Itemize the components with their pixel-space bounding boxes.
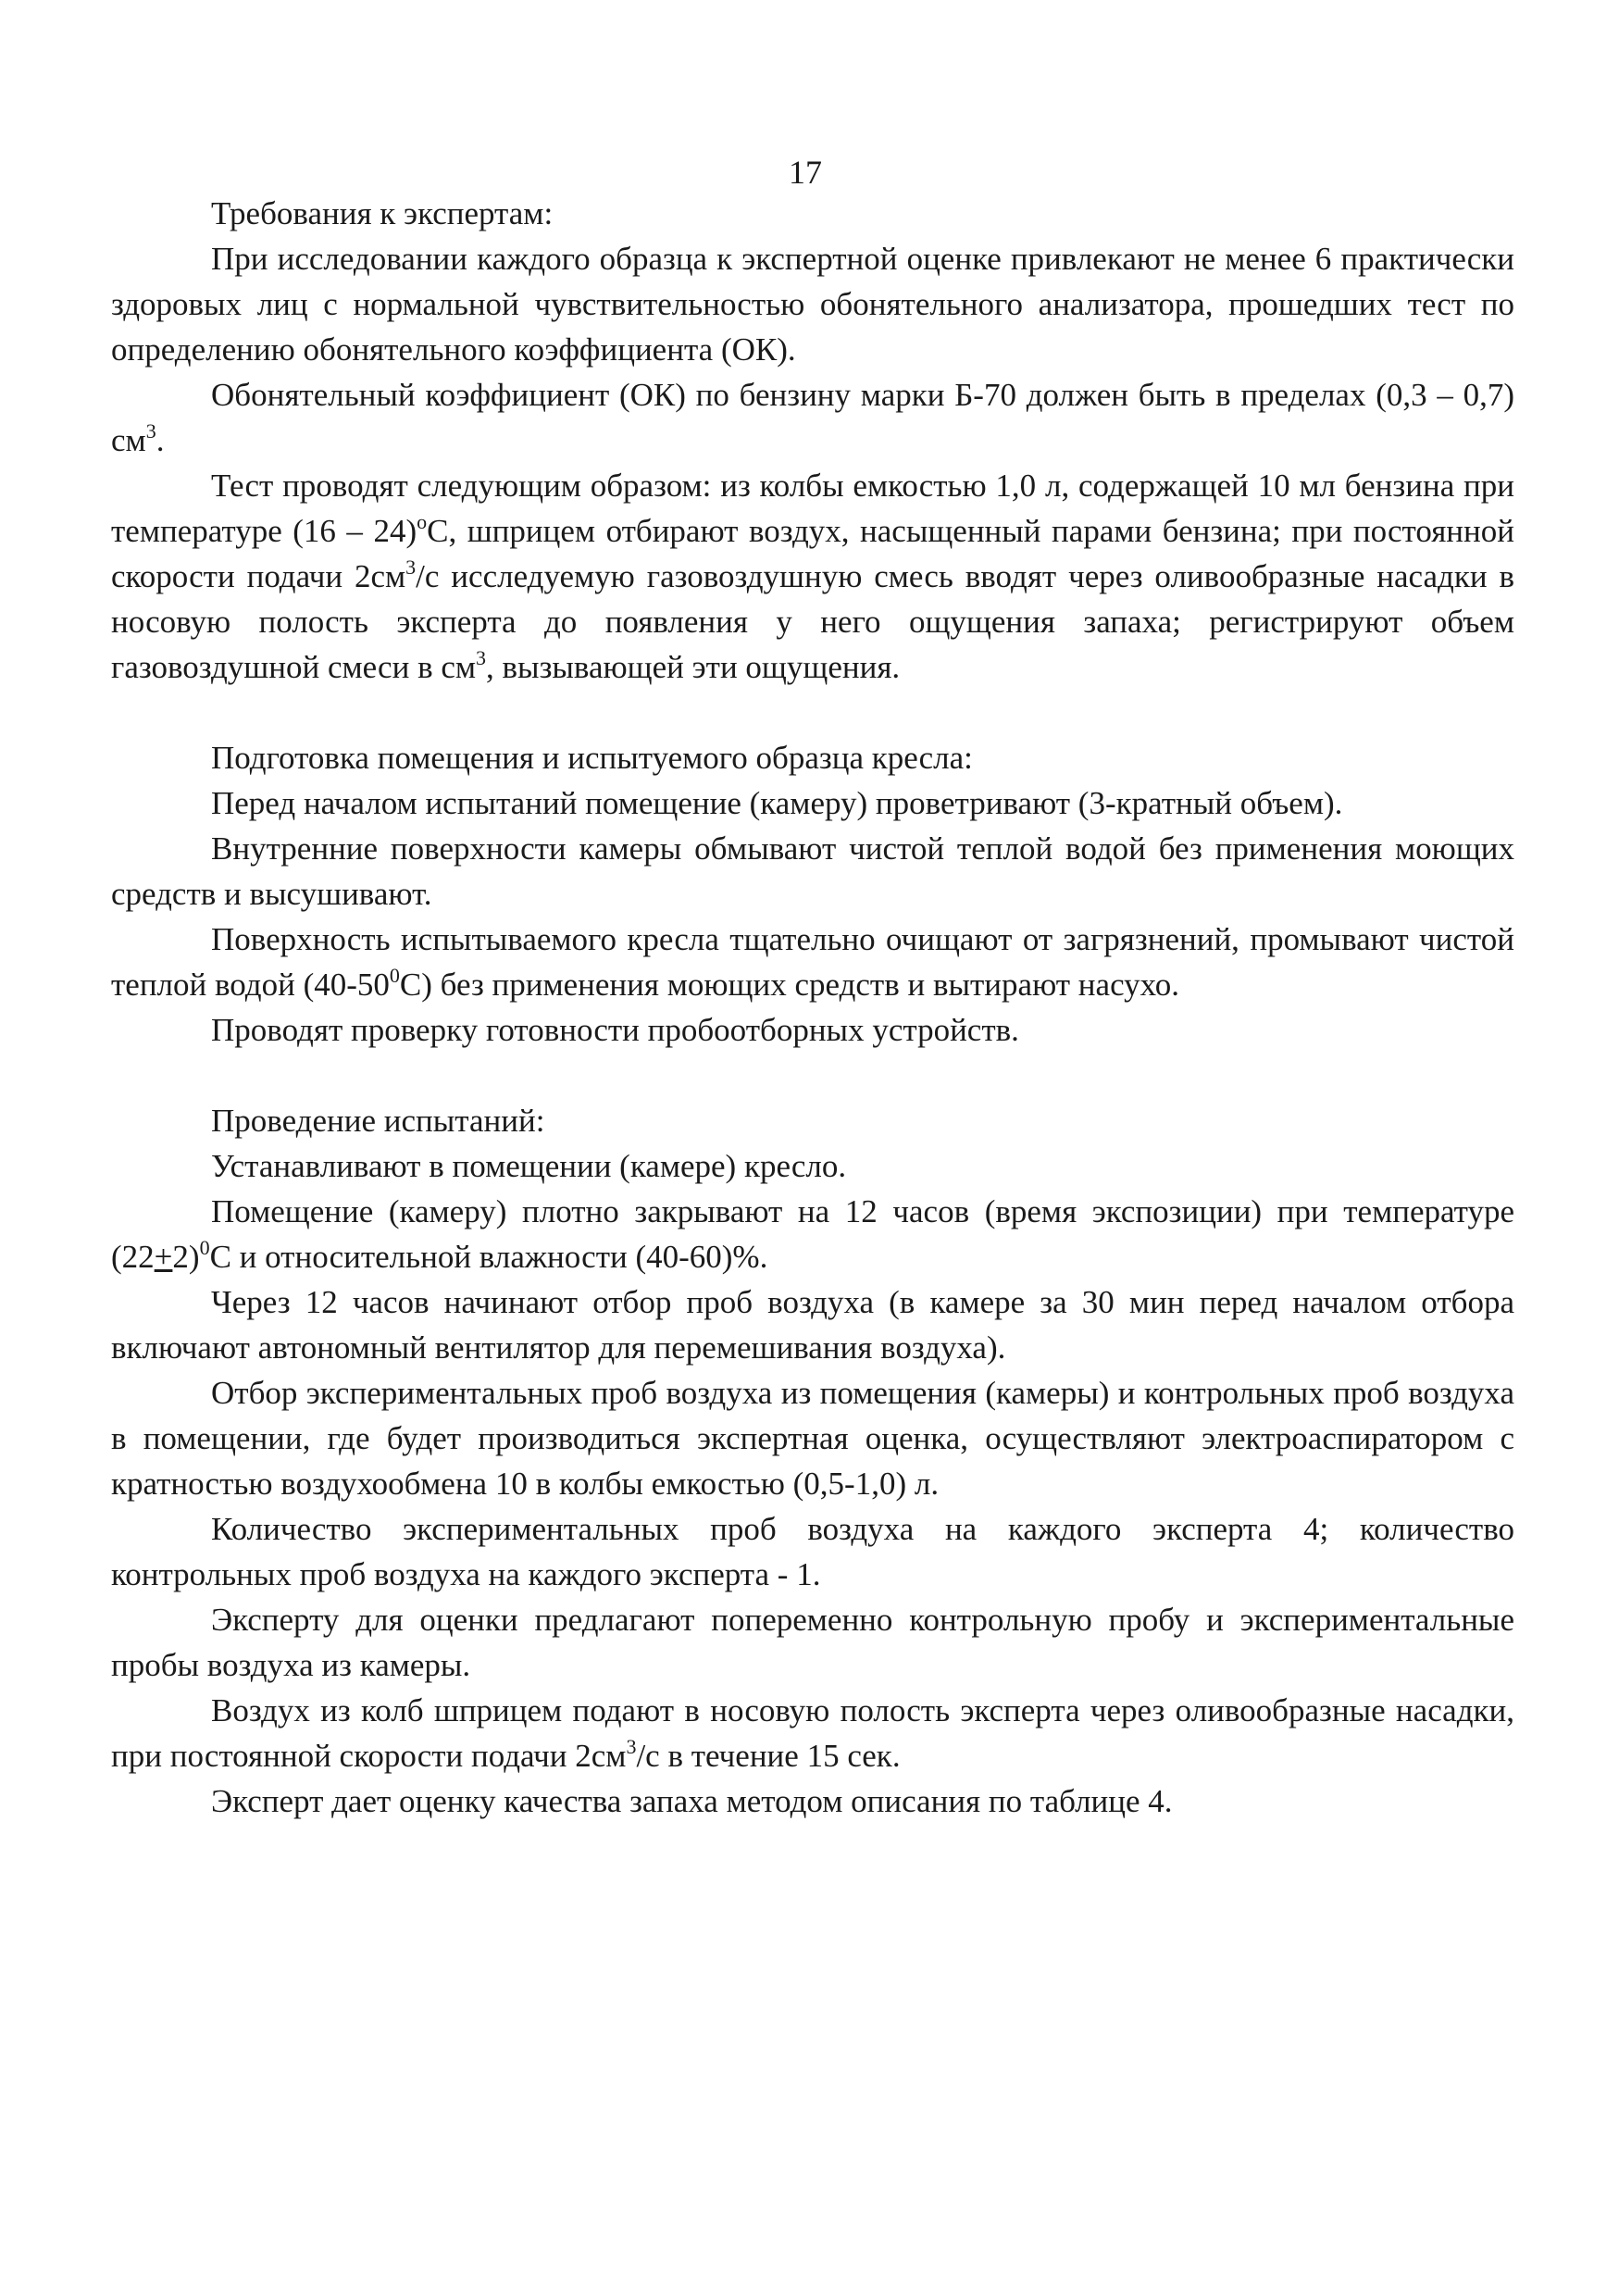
paragraph-sample-presentation: Эксперту для оценки предлагают попеременно контрольную пробу и экспериментальные пробы воздуха из камеры. <box>111 1602 1514 1683</box>
paragraph-sample-count: Количество экспериментальных проб воздуха на каждого эксперта 4; количество контрольных проб воздуха на каждого эксперта - 1. <box>111 1511 1514 1592</box>
superscript: 0 <box>389 964 400 987</box>
text-fragment: Помещение (камеру) плотно закрывают на 12 часов (время экспозиции) при температуре (22 <box>111 1193 1514 1275</box>
text-fragment: С) без применения моющих средств и вытирают насухо. <box>399 967 1180 1003</box>
paragraph-device-check: Проводят проверку готовности пробоотборных устройств. <box>211 1012 1019 1048</box>
superscript: 0 <box>199 1236 210 1259</box>
paragraph-chair-install: Устанавливают в помещении (камере) кресло. <box>211 1148 847 1184</box>
paragraph-exposure <box>111 1189 1514 1279</box>
document-body <box>111 191 1514 1824</box>
superscript: 3 <box>145 419 156 443</box>
text-fragment: /с исследуемую газовоздушную смесь вводят через оливообразные насадки в носовую полость эксперта до появления у него ощущения запаха; регистрируют объем газовоздушной смеси в см <box>111 558 1514 685</box>
text-fragment: С, шприцем отбирают воздух, насыщенный парами бензина; при постоянной скорости подачи 2см <box>111 513 1514 594</box>
text-fragment: Поверхность испытываемого кресла тщательно очищают от загрязнений, промывают чистой теплой водой (40-50 <box>111 921 1514 1003</box>
text-fragment: , вызывающей эти ощущения. <box>486 649 901 685</box>
section-heading-experts: Требования к экспертам: <box>211 195 554 231</box>
text-fragment: Тест проводят следующим образом: из колбы емкостью 1,0 л, содержащей 10 мл бензина при температуре (16 – 24) <box>111 468 1514 549</box>
paragraph-olfactory-coefficient <box>111 372 1514 463</box>
paragraph-test-procedure <box>111 463 1514 690</box>
superscript: 3 <box>626 1735 637 1758</box>
page-number: 17 <box>789 154 822 191</box>
paragraph-sampling-method: Отбор экспериментальных проб воздуха из помещения (камеры) и контрольных проб воздуха в помещении, где будет производиться экспертная оценка, осуществляют электроаспиратором с кратностью воздухообмена 10 в колбы емкостью (0,5-1,0) л. <box>111 1375 1514 1502</box>
paragraph-chair-cleaning <box>111 917 1514 1007</box>
paragraph-chamber-washing: Внутренние поверхности камеры обмывают чистой теплой водой без применения моющих средств и высушивают. <box>111 830 1514 912</box>
paragraph-ventilation: Перед началом испытаний помещение (камеру) проветривают (3-кратный объем). <box>211 785 1343 821</box>
superscript: о <box>417 510 428 533</box>
text-fragment: 2) <box>172 1239 200 1275</box>
paragraph-odor-evaluation: Эксперт дает оценку качества запаха методом описания по таблице 4. <box>211 1783 1173 1819</box>
superscript: 3 <box>476 646 487 669</box>
paragraph-experts-selection: При исследовании каждого образца к экспертной оценке привлекают не менее 6 практически здоровых лиц с нормальной чувствительностью обонятельного анализатора, прошедших тест по определению обонятельного коэффициента (ОК). <box>111 241 1514 368</box>
text-fragment: . <box>156 422 165 458</box>
text-fragment: Обонятельный коэффициент (ОК) по бензину марки Б-70 должен быть в пределах (0,3 – 0,7) см <box>111 377 1514 458</box>
section-heading-preparation: Подготовка помещения и испытуемого образца кресла: <box>211 740 973 776</box>
paragraph-air-delivery <box>111 1688 1514 1778</box>
text-fragment: С и относительной влажности (40-60)%. <box>209 1239 768 1275</box>
text-fragment: /с в течение 15 сек. <box>636 1738 901 1774</box>
text-fragment: Воздух из колб шприцем подают в носовую полость эксперта через оливообразные насадки, при постоянной скорости подачи 2см <box>111 1692 1514 1774</box>
superscript: 3 <box>405 555 417 579</box>
section-heading-testing: Проведение испытаний: <box>211 1103 545 1139</box>
paragraph-sampling-start: Через 12 часов начинают отбор проб воздуха (в камере за 30 мин перед началом отбора включают автономный вентилятор для перемешивания воздуха). <box>111 1284 1514 1366</box>
plus-minus-sign: + <box>154 1239 173 1275</box>
